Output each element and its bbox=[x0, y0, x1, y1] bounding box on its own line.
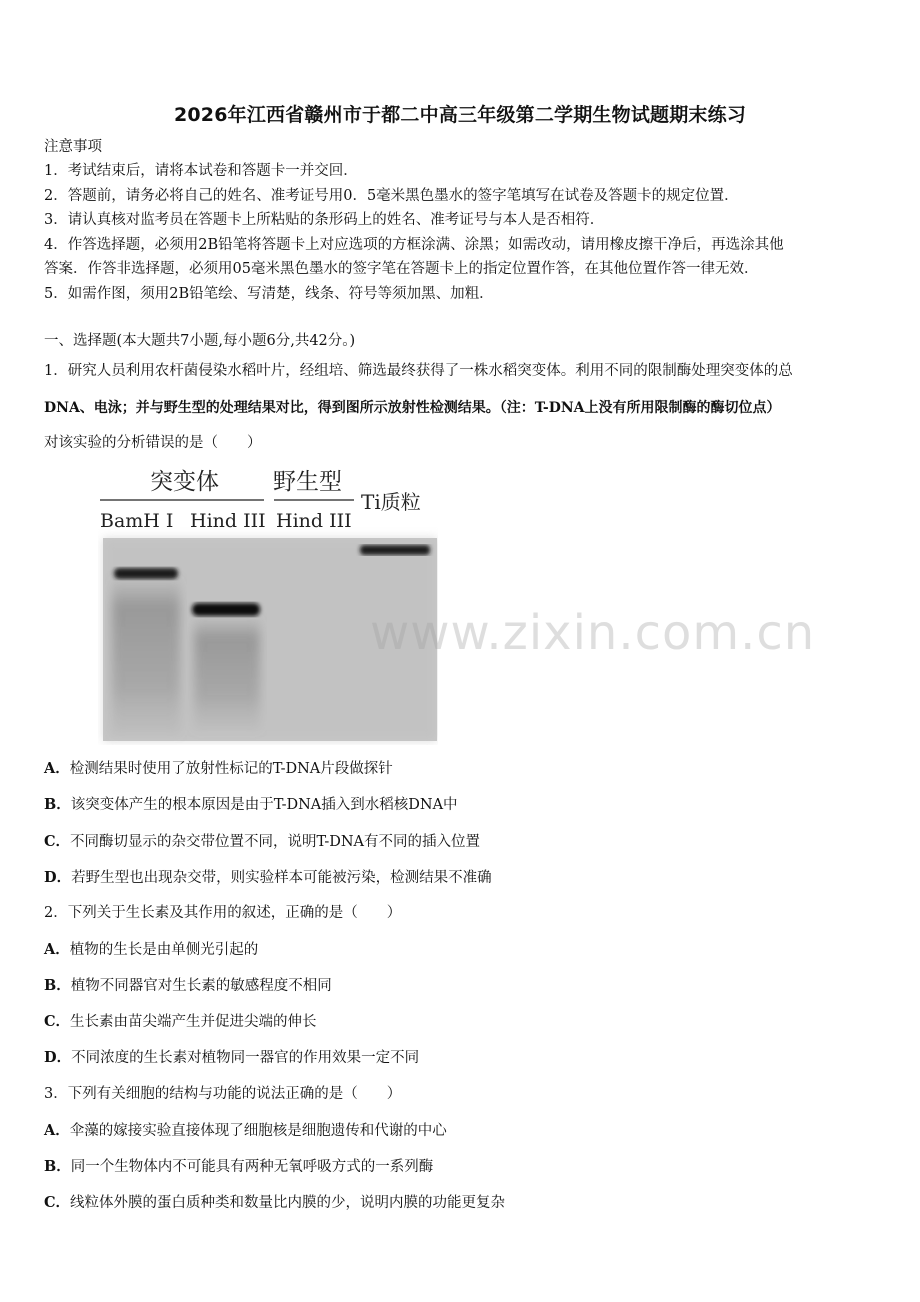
band-lane-2 bbox=[192, 603, 260, 616]
watermark-text: www.zixin.com.cn bbox=[370, 605, 816, 661]
band-lane-1 bbox=[114, 568, 178, 579]
note-5: 5．如需作图，须用2B铅笔绘、写清楚，线条、符号等须加黑、加粗． bbox=[44, 286, 494, 302]
q3-option-a: A．伞藻的嫁接实验直接体现了细胞核是细胞遗传和代谢的中心 bbox=[44, 1122, 447, 1139]
q1-option-c: C．不同酶切显示的杂交带位置不同，说明T-DNA有不同的插入位置 bbox=[44, 833, 481, 850]
q2-option-d: D．不同浓度的生长素对植物同一器官的作用效果一定不同 bbox=[44, 1049, 420, 1066]
lane-label-hindiii-mutant: Hind III bbox=[190, 510, 266, 532]
q1-option-b: B．该突变体产生的根本原因是由于T-DNA插入到水稻核DNA中 bbox=[44, 796, 458, 813]
note-4: 4．作答选择题，必须用2B铅笔将答题卡上对应选项的方框涂满、涂黑；如需改动，请用橡皮擦干净后，再选涂其他 bbox=[44, 237, 784, 253]
q2-option-a: A．植物的生长是由单侧光引起的 bbox=[44, 941, 259, 958]
q1-option-a: A．检测结果时使用了放射性标记的T-DNA片段做探针 bbox=[44, 760, 393, 777]
q2-option-b: B．植物不同器官对生长素的敏感程度不相同 bbox=[44, 977, 332, 994]
note-1: 1．考试结束后，请将本试卷和答题卡一并交回． bbox=[44, 163, 358, 179]
label-wild-type: 野生型 bbox=[273, 469, 342, 495]
q3-option-c: C．线粒体外膜的蛋白质种类和数量比内膜的少，说明内膜的功能更复杂 bbox=[44, 1194, 506, 1211]
q2-option-c: C．生长素由苗尖端产生并促进尖端的伸长 bbox=[44, 1013, 317, 1030]
lane-label-ti-plasmid: Ti质粒 bbox=[361, 490, 421, 514]
lane-label-hindiii-wild: Hind III bbox=[276, 510, 352, 532]
question-3-stem: 3．下列有关细胞的结构与功能的说法正确的是（ ） bbox=[44, 1086, 402, 1102]
band-ti-plasmid bbox=[360, 545, 430, 555]
page-title: 2026年江西省赣州市于都二中高三年级第二学期生物试题期末练习 bbox=[173, 104, 747, 126]
label-mutant: 突变体 bbox=[150, 469, 219, 495]
question-2-stem: 2．下列关于生长素及其作用的叙述，正确的是（ ） bbox=[44, 905, 402, 921]
notes-heading: 注意事项 bbox=[44, 139, 102, 155]
question-1-line-1: 1．研究人员利用农杆菌侵染水稻叶片，经组培、筛选最终获得了一株水稻突变体。利用不同的限制酶处理突变体的总 bbox=[44, 363, 793, 379]
note-2: 2．答题前，请务必将自己的姓名、准考证号用0．5毫米黑色墨水的签字笔填写在试卷及答题卡的规定位置． bbox=[44, 188, 739, 204]
note-3: 3．请认真核对监考员在答题卡上所粘贴的条形码上的姓名、准考证号与本人是否相符． bbox=[44, 212, 605, 228]
lane-2-smear bbox=[194, 615, 260, 730]
question-1-line-3: 对该实验的分析错误的是（ ） bbox=[44, 435, 262, 451]
lane-1-smear bbox=[112, 575, 180, 735]
lane-label-bamhi: BamH I bbox=[100, 510, 174, 532]
q1-option-d: D．若野生型也出现杂交带，则实验样本可能被污染，检测结果不准确 bbox=[44, 869, 492, 886]
q3-option-b: B．同一个生物体内不可能具有两种无氧呼吸方式的一系列酶 bbox=[44, 1158, 434, 1175]
section-title: 一、选择题(本大题共7小题,每小题6分,共42分。) bbox=[44, 333, 356, 349]
question-1-line-2: DNA、电泳；并与野生型的处理结果对比，得到图所示放射性检测结果。（注：T-DNA上没有所用限制酶的酶切位点） bbox=[44, 400, 781, 416]
note-4-continued: 答案．作答非选择题，必须用05毫米黑色墨水的签字笔在答题卡上的指定位置作答，在其他位置作答一律无效． bbox=[44, 261, 759, 277]
